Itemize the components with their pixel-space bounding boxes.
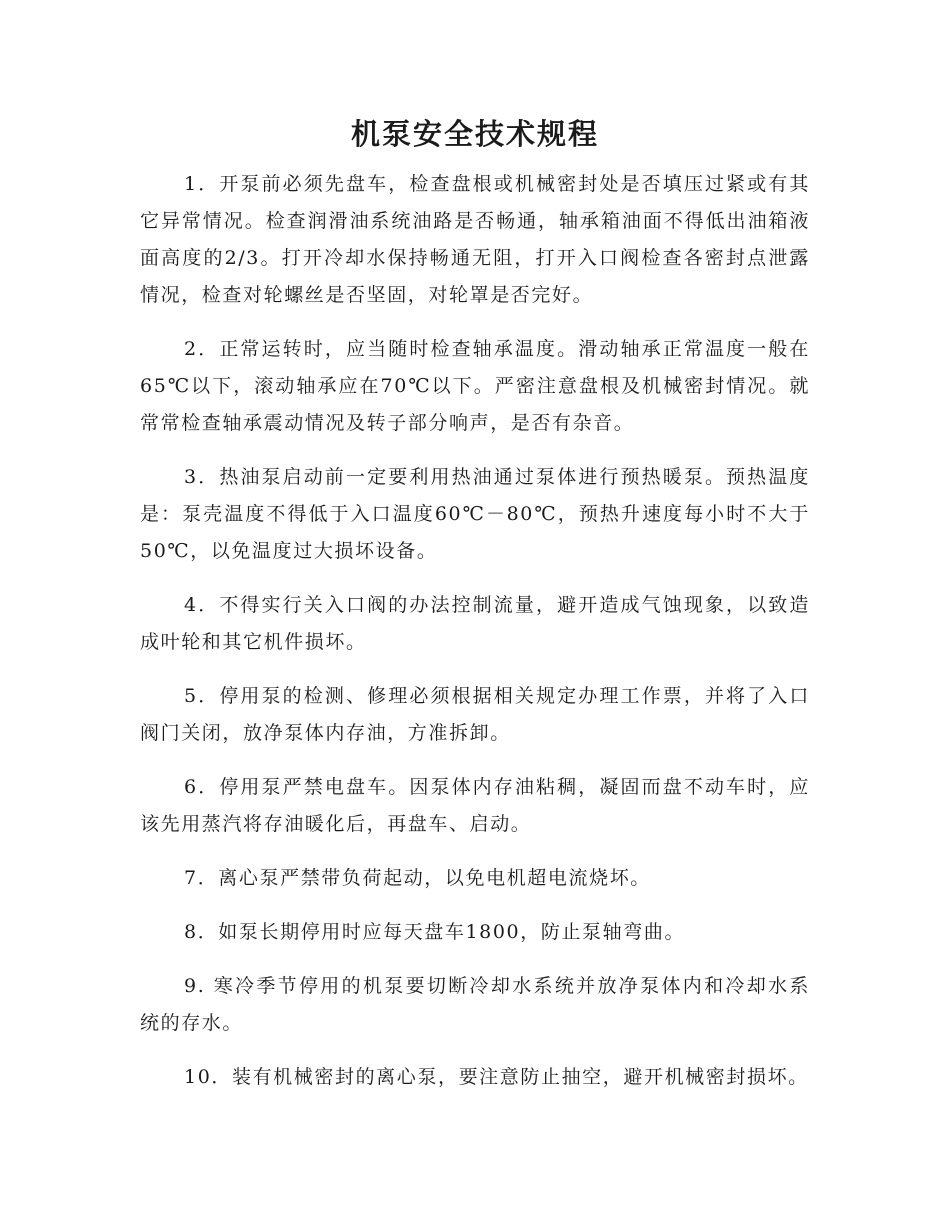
paragraph-10: 10．装有机械密封的离心泵，要注意防止抽空，避开机械密封损坏。 — [184, 1066, 809, 1088]
paragraph-6: 6．停用泵严禁电盘车。因泵体内存油粘稠，凝固而盘不动车时，应该先用蒸汽将存油暖化后，再盘车、启动。 — [140, 776, 810, 835]
paragraph-2: 2．正常运转时，应当随时检查轴承温度。滑动轴承正常温度一般在65℃以下，滚动轴承应在70℃以下。严密注意盘根及机械密封情况。就常常检查轴承震动情况及转子部分响声，是否有杂音。 — [140, 338, 810, 434]
paragraph-1: 1．开泵前必须先盘车，检查盘根或机械密封处是否填压过紧或有其它异常情况。检查润滑油系统油路是否畅通，轴承箱油面不得低出油箱液面高度的2/3。打开冷却水保持畅通无阻，打开入口阀检查各密封点泄露情况，检查对轮螺丝是否坚固，对轮罩是否完好。 — [140, 173, 810, 306]
paragraph-9: 9. 寒冷季节停用的机泵要切断冷却水系统并放净泵体内和冷却水系统的存水。 — [140, 975, 810, 1034]
paragraph-8: 8．如泵长期停用时应每天盘车1800，防止泵轴弯曲。 — [184, 921, 686, 943]
paragraph-3: 3．热油泵启动前一定要利用热油通过泵体进行预热暖泵。预热温度是：泵壳温度不得低于入口温度60℃－80℃，预热升速度每小时不大于50℃，以免温度过大损坏设备。 — [140, 466, 810, 562]
paragraph-5: 5．停用泵的检测、修理必须根据相关规定办理工作票，并将了入口阀门关闭，放净泵体内存油，方准拆卸。 — [140, 685, 810, 744]
paragraph-4: 4．不得实行关入口阀的办法控制流量，避开造成气蚀现象，以致造成叶轮和其它机件损坏。 — [140, 594, 810, 653]
paragraph-7: 7．离心泵严禁带负荷起动，以免电机超电流烧坏。 — [184, 867, 651, 889]
document-title: 机泵安全技术规程 — [350, 117, 599, 151]
